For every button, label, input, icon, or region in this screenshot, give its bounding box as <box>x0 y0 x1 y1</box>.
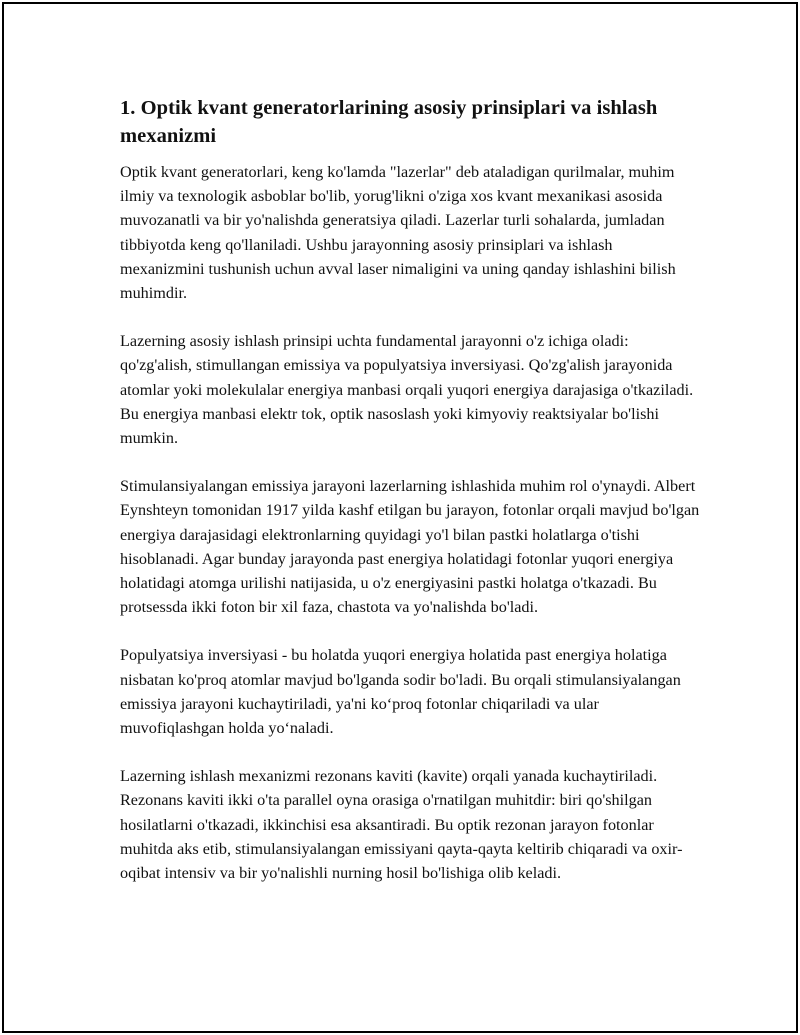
paragraph-stimulated-emission: Stimulansiyalangan emissiya jarayoni lazerlarning ishlashida muhim rol o'ynaydi. Albert Eynshteyn tomonidan 1917 yilda kashf etilgan bu jarayon, fotonlar orqali mavjud bo'lgan energiya darajasidagi elektronlarning quyidagi yo'l bilan pastki holatlarga o'tishi hisoblanadi. Agar bunday jarayonda past energiya holatidagi fotonlar yuqori energiya holatidagi atomga urilishi natijasida, u o'z energiyasini pastki holatga o'tkazadi. Bu protsessda ikki foton bir xil faza, chastota va yo'nalishda bo'ladi. <box>120 477 700 617</box>
paragraph-intro: Optik kvant generatorlari, keng ko'lamda "lazerlar" deb ataladigan qurilmalar, muhim ilmiy va texnologik asboblar bo'lib, yorug'likni o'ziga xos kvant mexanikasi asosida muvozanatli va bir yo'nalishda generatsiya qiladi. Lazerlar turli sohalarda, jumladan tibbiyotda keng qo'llaniladi. Ushbu jarayonning asosiy prinsiplari va ishlash mexanizmini tushunish uchun avval laser nimaligini va uning qanday ishlashini bilish muhimdir. <box>120 163 676 303</box>
paragraph-resonance-cavity: Lazerning ishlash mexanizmi rezonans kaviti (kavite) orqali yanada kuchaytiriladi. Rezonans kaviti ikki o'ta parallel oyna orasiga o'rnatilgan muhitdir: biri qo'shilgan hosilatlarni o'tkazadi, ikkinchisi esa aksantiradi. Bu optik rezonan jarayon fotonlar muhitda aks etib, stimulansiyalangan emissiyani qayta-qayta keltirib chiqaradi va oxir-oqibat intensiv va bir yo'nalishli nurning hosil bo'lishiga olib keladi. <box>120 767 683 883</box>
section-heading: 1. Optik kvant generatorlarining asosiy prinsiplari va ishlash mexanizmi <box>120 97 658 147</box>
paragraph-population-inversion: Populyatsiya inversiyasi - bu holatda yuqori energiya holatida past energiya holatiga nisbatan ko'proq atomlar mavjud bo'lganda sodir bo'ladi. Bu orqali stimulansiyalangan emissiya jarayoni kuchaytiriladi, ya'ni ko‘proq fotonlar chiqariladi va ular muvofiqlashgan holda yo‘naladi. <box>120 646 681 738</box>
page-frame <box>2 2 798 1033</box>
paragraph-principle: Lazerning asosiy ishlash prinsipi uchta fundamental jarayonni o'z ichiga oladi: qo'zg'alish, stimullangan emissiya va populyatsiya inversiyasi. Qo'zg'alish jarayonida atomlar yoki molekulalar energiya manbasi orqali yuqori energiya darajasiga o'tkaziladi. Bu energiya manbasi elektr tok, optik nasoslash yoki kimyoviy reaktsiyalar bo'lishi mumkin. <box>120 332 694 448</box>
document-body <box>120 94 700 909</box>
